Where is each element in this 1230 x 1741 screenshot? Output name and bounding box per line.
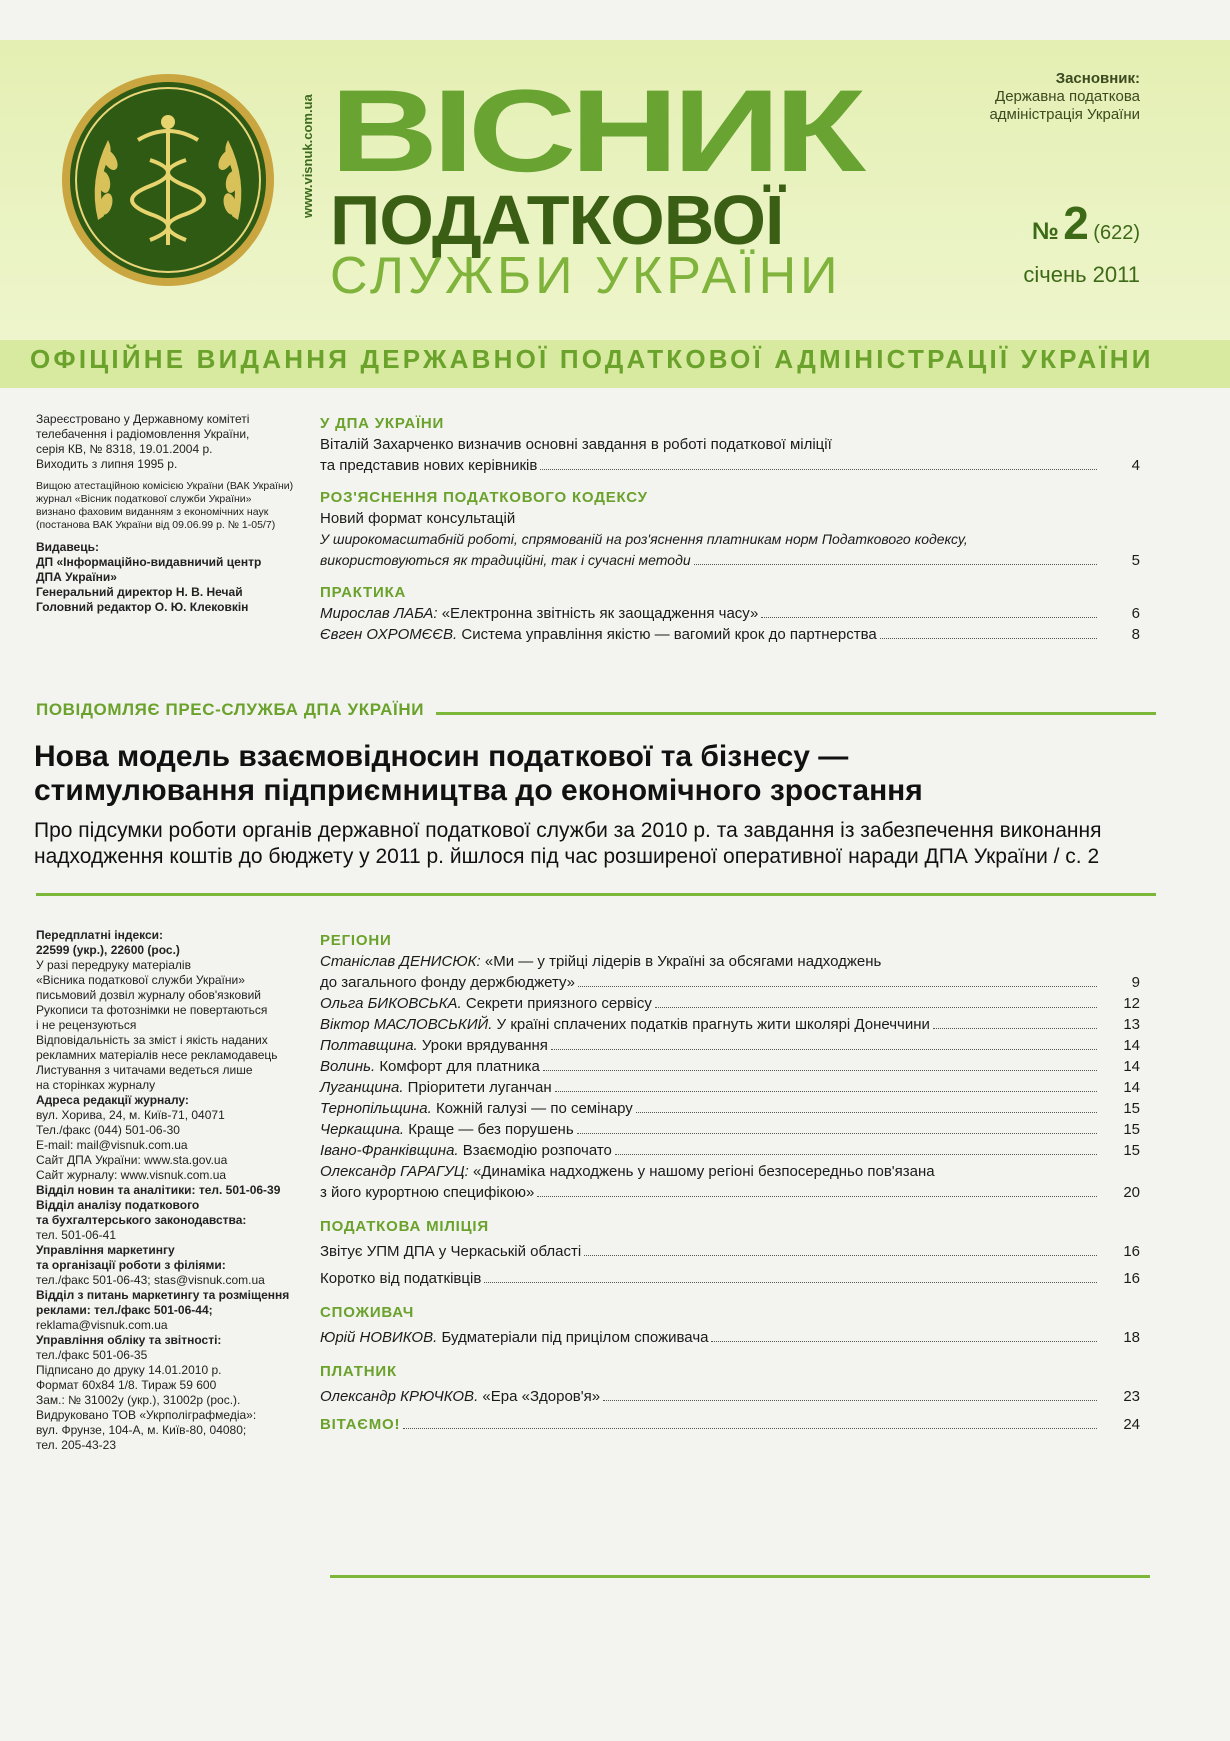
- toc-item[interactable]: [320, 1056, 1140, 1077]
- info-line: реклами: тел./факс 501-06-44;: [36, 1303, 213, 1317]
- toc-author: Олександр ГАРАГУЦ:: [320, 1163, 469, 1180]
- toc-page-number: 16: [1123, 1270, 1140, 1287]
- divider: [36, 893, 1156, 896]
- toc-item-text: Кожній галузі — по семінару: [435, 1100, 633, 1117]
- toc-item[interactable]: [320, 993, 1140, 1014]
- section-heading: ПЛАТНИК: [320, 1363, 397, 1380]
- toc-item-text: Секрети приязного сервісу: [465, 995, 652, 1012]
- lead-article-title[interactable]: [34, 740, 1164, 808]
- info-line: тел./факс 501-06-35: [36, 1348, 148, 1362]
- info-line: Передплатні індекси:: [36, 928, 164, 942]
- toc-item-text: Звітує УПМ ДПА у Черкаській області: [320, 1243, 582, 1260]
- toc-item-text: Краще — без порушень: [408, 1121, 574, 1138]
- toc-item[interactable]: [320, 1119, 1140, 1140]
- issue-date: січень 2011: [1023, 262, 1140, 287]
- info-line: і не рецензуються: [36, 1018, 137, 1032]
- toc-item-text: У країні сплачених податків прагнуть жити школярі Донеччини: [496, 1016, 930, 1033]
- info-line: Підписано до друку 14.01.2010 р.: [36, 1363, 222, 1377]
- toc-item-text: до загального фонду держбюджету»: [320, 974, 576, 991]
- toc-item-text: Система управління якістю — вагомий крок до партнерства: [461, 626, 877, 643]
- info-line: 22599 (укр.), 22600 (рос.): [36, 943, 180, 957]
- info-line: Виходить з липня 1995 р.: [36, 457, 178, 471]
- toc-page-number: 15: [1123, 1100, 1140, 1117]
- toc-item[interactable]: [320, 1241, 1140, 1262]
- info-line: та бухгалтерського законодавства:: [36, 1213, 247, 1227]
- lead-text-line: Про підсумки роботи органів державної податкової служби за 2010 р. та завдання із забезпечення виконання: [34, 819, 1102, 842]
- toc-item-text: Віталій Захарченко визначив основні завдання в роботі податкової міліції: [320, 436, 832, 453]
- director-line: Генеральний директор Н. В. Нечай: [36, 585, 243, 599]
- lead-title-line: Нова модель взаємовідносин податкової та бізнесу —: [34, 740, 849, 773]
- info-line: Управління маркетингу: [36, 1243, 175, 1257]
- toc-item[interactable]: [320, 1161, 1140, 1203]
- issue-no-prefix: №: [1032, 218, 1059, 245]
- masthead-subtitle-1: ПОДАТКОВОЇ: [330, 181, 784, 259]
- masthead-title: ВІСНИК: [330, 64, 861, 197]
- toc-page-number: 14: [1123, 1037, 1140, 1054]
- info-line: Управління обліку та звітності:: [36, 1333, 222, 1347]
- toc-item[interactable]: [320, 603, 1140, 624]
- editorial-info: [36, 928, 296, 1453]
- founder-label: Засновник:: [1055, 70, 1140, 87]
- toc-author: Тернопільщина.: [320, 1100, 432, 1117]
- info-line: Вищою атестаційною комісією України (ВАК України): [36, 480, 294, 492]
- toc-item[interactable]: [320, 1014, 1140, 1035]
- toc-page-number: 14: [1123, 1079, 1140, 1096]
- info-line: (постанова ВАК України від 09.06.99 р. № 1-05/7): [36, 519, 276, 531]
- toc-page-number: 9: [1131, 974, 1140, 991]
- section-heading: ВІТАЄМО!: [320, 1416, 401, 1433]
- toc-item[interactable]: [320, 1386, 1140, 1407]
- press-service-heading: ПОВІДОМЛЯЄ ПРЕС-СЛУЖБА ДПА УКРАЇНИ: [36, 700, 436, 720]
- info-line: Формат 60х84 1/8. Тираж 59 600: [36, 1378, 217, 1392]
- founder-line-1: Державна податкова: [995, 88, 1140, 105]
- divider: [330, 1575, 1150, 1578]
- section-heading: ПОДАТКОВА МІЛІЦІЯ: [320, 1218, 489, 1235]
- toc-page-number: 4: [1131, 457, 1140, 474]
- toc-page-number: 18: [1123, 1329, 1140, 1346]
- toc-page-number: 12: [1123, 995, 1140, 1012]
- toc-item[interactable]: [320, 508, 1140, 571]
- toc-page-number: 15: [1123, 1121, 1140, 1138]
- info-line: «Вісника податкової служби України»: [36, 973, 245, 987]
- info-line: Листування з читачами ведеться лише: [36, 1063, 253, 1077]
- toc-page-number: 23: [1123, 1388, 1140, 1405]
- toc-item-text: Взаємодію розпочато: [462, 1142, 612, 1159]
- toc-item[interactable]: [320, 1268, 1140, 1289]
- toc-item-text: Уроки врядування: [421, 1037, 548, 1054]
- toc-item-title: Новий формат консультацій: [320, 510, 516, 527]
- info-line: Рукописи та фотознімки не повертаються: [36, 1003, 268, 1017]
- info-line: Адреса редакції журналу:: [36, 1093, 189, 1107]
- toc-item-text: У широкомасштабній роботі, спрямованій на роз'яснення платникам норм Податкового кодексу,: [320, 531, 968, 547]
- toc-item-text: Комфорт для платника: [379, 1058, 540, 1075]
- editor-line: Головний редактор О. Ю. Клековкін: [36, 600, 249, 614]
- founder-block: [920, 70, 1140, 124]
- info-line: вул. Хорива, 24, м. Київ-71, 04071: [36, 1108, 225, 1122]
- issue-number: [990, 197, 1140, 249]
- toc-item[interactable]: [320, 1098, 1140, 1119]
- info-line: Видруковано ТОВ «Укрполіграфмедіа»:: [36, 1408, 257, 1422]
- info-line: журнал «Вісник податкової служби України»: [36, 493, 252, 505]
- info-line: тел. 205-43-23: [36, 1438, 117, 1452]
- toc-item-text: «Електронна звітність як заощадження часу»: [441, 605, 759, 622]
- toc-author: Юрій НОВИКОВ.: [320, 1329, 438, 1346]
- lead-title-line: стимулювання підприємництва до економічного зростання: [34, 774, 923, 807]
- toc-author: Євген ОХРОМЄЄВ.: [320, 626, 458, 643]
- toc-page-number: 16: [1123, 1243, 1140, 1260]
- info-line: визнано фаховим виданням з економічних наук: [36, 506, 269, 518]
- section-heading: ПРАКТИКА: [320, 584, 407, 601]
- toc-item[interactable]: [320, 1140, 1140, 1161]
- toc-author: Черкащина.: [320, 1121, 405, 1138]
- toc-item[interactable]: [320, 1077, 1140, 1098]
- info-line: на сторінках журналу: [36, 1078, 156, 1092]
- toc-item[interactable]: [320, 434, 1140, 476]
- section-heading: РЕГІОНИ: [320, 932, 392, 949]
- info-line: серія КВ, № 8318, 19.01.2004 р.: [36, 442, 213, 456]
- toc-item[interactable]: [320, 1035, 1140, 1056]
- info-line: Зам.: № 31002у (укр.), 31002р (рос.).: [36, 1393, 241, 1407]
- toc-item-text: використовуються як традиційні, так і сучасні методи: [320, 552, 691, 568]
- info-line: тел./факс 501-06-43; stas@visnuk.com.ua: [36, 1273, 265, 1287]
- toc-author: Олександр КРЮЧКОВ.: [320, 1388, 479, 1405]
- toc-author: Полтавщина.: [320, 1037, 418, 1054]
- toc-author: Станіслав ДЕНИСЮК:: [320, 953, 481, 970]
- info-line: Відділ аналізу податкового: [36, 1198, 200, 1212]
- emblem-icon: [58, 70, 278, 290]
- issue-total: (622): [1093, 222, 1140, 244]
- section-heading: СПОЖИВАЧ: [320, 1304, 415, 1321]
- toc-page-number: 6: [1131, 605, 1140, 622]
- toc-item-text: та представив нових керівників: [320, 457, 538, 474]
- toc-top: [320, 408, 1140, 645]
- toc-item-text: Коротко від податківців: [320, 1270, 482, 1287]
- info-line: письмовий дозвіл журналу обов'язковий: [36, 988, 261, 1002]
- toc-page-number: 20: [1123, 1184, 1140, 1201]
- toc-author: Мирослав ЛАБА:: [320, 605, 438, 622]
- info-line: тел. 501-06-41: [36, 1228, 117, 1242]
- info-line: рекламних матеріалів несе рекламодавець: [36, 1048, 278, 1062]
- lead-article-summary: [34, 818, 1164, 870]
- info-line: У разі передруку матеріалів: [36, 958, 191, 972]
- toc-item-text: «Динаміка надходжень у нашому регіоні безпосередньо пов'язана: [472, 1163, 935, 1180]
- section-heading: РОЗ'ЯСНЕННЯ ПОДАТКОВОГО КОДЕКСУ: [320, 489, 648, 506]
- toc-bottom: [320, 925, 1140, 1435]
- toc-author: Віктор МАСЛОВСЬКИЙ.: [320, 1016, 493, 1033]
- toc-item[interactable]: [320, 1327, 1140, 1348]
- issue-number-value: 2: [1063, 197, 1089, 249]
- info-line: телебачення і радіомовлення України,: [36, 427, 250, 441]
- website-link[interactable]: Сайт ДПА України: www.sta.gov.ua: [36, 1153, 228, 1167]
- masthead-subtitle-2: СЛУЖБИ УКРАЇНИ: [330, 247, 842, 305]
- toc-page-number: 13: [1123, 1016, 1140, 1033]
- founder-line-2: адміністрація України: [989, 106, 1140, 123]
- email-link[interactable]: E-mail: mail@visnuk.com.ua: [36, 1138, 188, 1152]
- toc-page-number: 8: [1131, 626, 1140, 643]
- info-line: та організації роботи з філіями:: [36, 1258, 226, 1272]
- toc-author: Луганщина.: [320, 1079, 404, 1096]
- info-line: Відділ новин та аналітики: тел. 501-06-39: [36, 1183, 281, 1197]
- toc-item-text: «Ми — у трійці лідерів в Україні за обсягами надходжень: [484, 953, 882, 970]
- toc-page-number: 14: [1123, 1058, 1140, 1075]
- toc-item-text: Пріоритети луганчан: [407, 1079, 552, 1096]
- info-line: Тел./факс (044) 501-06-30: [36, 1123, 180, 1137]
- info-line: Відповідальність за зміст і якість наданих: [36, 1033, 268, 1047]
- toc-item-text: «Ера «Здоров'я»: [482, 1388, 601, 1405]
- toc-page-number: 24: [1123, 1416, 1140, 1433]
- email-link[interactable]: reklama@visnuk.com.ua: [36, 1318, 168, 1332]
- toc-item-text: Будматеріали під прицілом споживача: [441, 1329, 709, 1346]
- toc-author: Івано-Франківщина.: [320, 1142, 459, 1159]
- section-heading: У ДПА УКРАЇНИ: [320, 415, 445, 432]
- registration-info: [36, 412, 296, 615]
- toc-item[interactable]: [320, 624, 1140, 645]
- slogan: ОФІЦІЙНЕ ВИДАННЯ ДЕРЖАВНОЇ ПОДАТКОВОЇ АДМІНІСТРАЦІЇ УКРАЇНИ: [30, 344, 1154, 374]
- toc-author: Ольга БИКОВСЬКА.: [320, 995, 462, 1012]
- website-link[interactable]: Сайт журналу: www.visnuk.com.ua: [36, 1168, 227, 1182]
- toc-item[interactable]: [320, 951, 1140, 993]
- lead-text-line: надходження коштів до бюджету у 2011 р. йшлося під час розширеної оперативної наради ДПА України / с. 2: [34, 845, 1100, 868]
- publisher-label: Видавець:: [36, 540, 99, 554]
- toc-item-text: з його курортною специфікою»: [320, 1184, 535, 1201]
- info-line: Відділ з питань маркетингу та розміщення: [36, 1288, 290, 1302]
- website-vertical-text: www.visnuk.com.ua: [300, 94, 315, 218]
- info-line: вул. Фрунзе, 104-А, м. Київ-80, 04080;: [36, 1423, 247, 1437]
- publisher-line: ДПА України»: [36, 570, 117, 584]
- toc-author: Волинь.: [320, 1058, 376, 1075]
- info-line: Зареєстровано у Державному комітеті: [36, 412, 250, 426]
- toc-page-number: 5: [1131, 552, 1140, 569]
- toc-page-number: 15: [1123, 1142, 1140, 1159]
- publisher-line: ДП «Інформаційно-видавничий центр: [36, 555, 262, 569]
- toc-item[interactable]: [320, 1415, 1140, 1435]
